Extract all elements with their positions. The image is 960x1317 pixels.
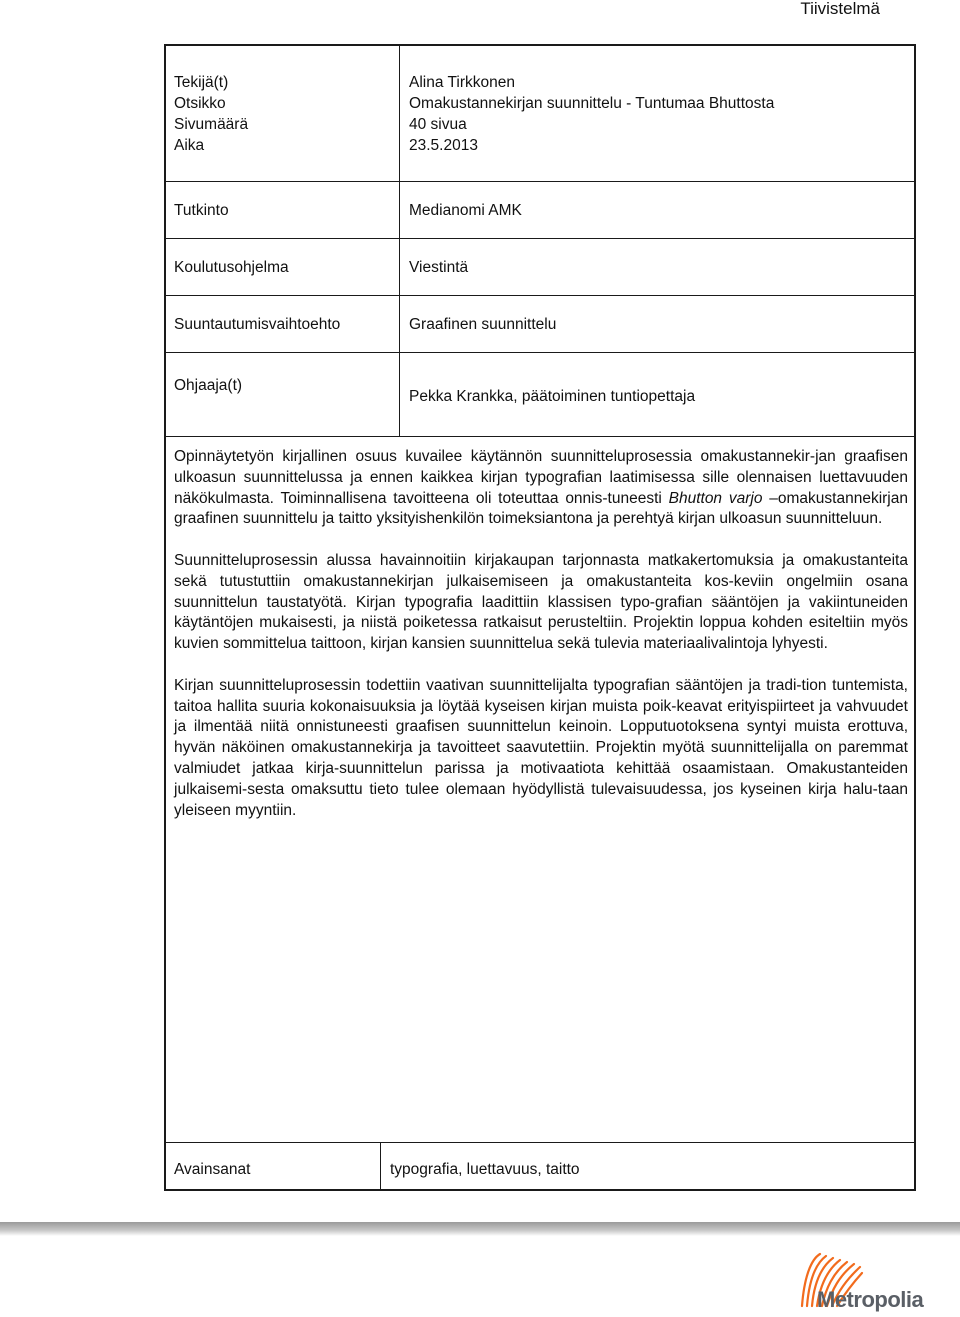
abstract-text	[174, 447, 908, 842]
footer-bar	[0, 1222, 960, 1236]
title-label: Otsikko	[174, 95, 226, 112]
author-label: Tekijä(t)	[174, 74, 229, 91]
page-header-title: Tiivistelmä	[800, 0, 880, 18]
programme-value: Viestintä	[409, 259, 469, 276]
specialisation-label: Suuntautumisvaihtoehto	[174, 316, 341, 333]
pages-label: Sivumäärä	[174, 116, 249, 133]
column-divider	[380, 1142, 381, 1191]
keywords-label: Avainsanat	[174, 1161, 251, 1178]
divider	[166, 295, 914, 296]
info-values	[409, 72, 774, 156]
abstract-text-part: –omakustannekirjan graafinen suunnittelu ja taitto yksityishenkilön toimeksiantona ja perehtyä kirjan ulkoasun suunnitteluun.	[174, 489, 908, 528]
keywords-value: typografia, luettavuus, taitto	[390, 1161, 580, 1178]
column-divider	[399, 46, 400, 436]
divider	[166, 1142, 914, 1143]
date-label: Aika	[174, 137, 205, 154]
divider	[166, 436, 914, 437]
info-labels	[174, 72, 248, 156]
divider	[166, 238, 914, 239]
abstract-text-part: Opinnäytetyön kirjallinen osuus kuvailee käytännön suunnitteluprosessia omakustannekir-jan graafisen ulkoasun suunnittelussa ja ennen kaikkea kirjan typografian laatimisessa sille olennaisen luettavuuden näkökulmasta. Toiminnallisena tavoitteena oli toteuttaa onnis-tuneesti	[174, 448, 908, 507]
abstract-paragraph: Suunnitteluprosessin alussa havainnoitiin kirjakaupan tarjonnasta matkakertomuksia ja omakustanteita sekä tutustuttiin omakustannekirjan julkaisemiseen ja omakustanteita kos-keviin ongelmiin osana suunnittelun taustatyötä. Kirjan typografia laadittiin klassisen typo-grafian sääntöjen ja vakiintuneiden käytäntöjen mukaisesti, ja niistä poiketessa ratkaisut perusteltiin. Projektin loppua kohden esiteltiin myös kuvien sommittelua taittoon, kirjan kansien suunnittelua sekä tulevia materiaalivalintoja lyhyesti.	[174, 551, 908, 653]
date-value: 23.5.2013	[409, 137, 478, 154]
abstract-paragraph	[174, 447, 908, 530]
specialisation-value: Graafinen suunnittelu	[409, 316, 557, 333]
supervisor-label: Ohjaaja(t)	[174, 377, 243, 394]
divider	[166, 181, 914, 182]
abstract-form	[164, 44, 916, 1191]
degree-value: Medianomi AMK	[409, 202, 522, 219]
abstract-paragraph: Kirjan suunnitteluprosessin todettiin vaativan suunnittelijalta typografian sääntöjen ja tradi-tion tuntemista, taitoa hallita suuria kokonaisuuksia ja löytää kyseisen kirjan muista poik-keavat erityispiirteet ja vahvuudet ja ilmentää niitä onnistuneesti graafisen suunnittelun keinoin. Lopputuotoksena syntyi muista erottuva, hyvän näköinen omakustannekirja ja tavoitteet saavutettiin. Projektin myötä suunnittelijalla on paremmat valmiudet jatkaa kirja-suunnittelun parissa ja motivaatiota kehittää osaamistaan. Omakustanteiden julkaisemi-sesta omaksuttu tieto tulee olemaan hyödyllistä tulevaisuudessa, jos kyseinen kirja halu-taan yleiseen myyntiin.	[174, 676, 908, 819]
supervisor-value: Pekka Krankka, päätoiminen tuntiopettaja	[409, 388, 696, 405]
book-title-italic: Bhutton varjo	[668, 489, 763, 507]
divider	[166, 352, 914, 353]
degree-label: Tutkinto	[174, 202, 229, 219]
pages-value: 40 sivua	[409, 116, 467, 133]
programme-label: Koulutusohjelma	[174, 259, 289, 276]
logo-wordmark: Metropolia	[817, 1287, 924, 1312]
author-value: Alina Tirkkonen	[409, 74, 515, 91]
title-value: Omakustannekirjan suunnittelu - Tuntumaa Bhuttosta	[409, 95, 775, 112]
